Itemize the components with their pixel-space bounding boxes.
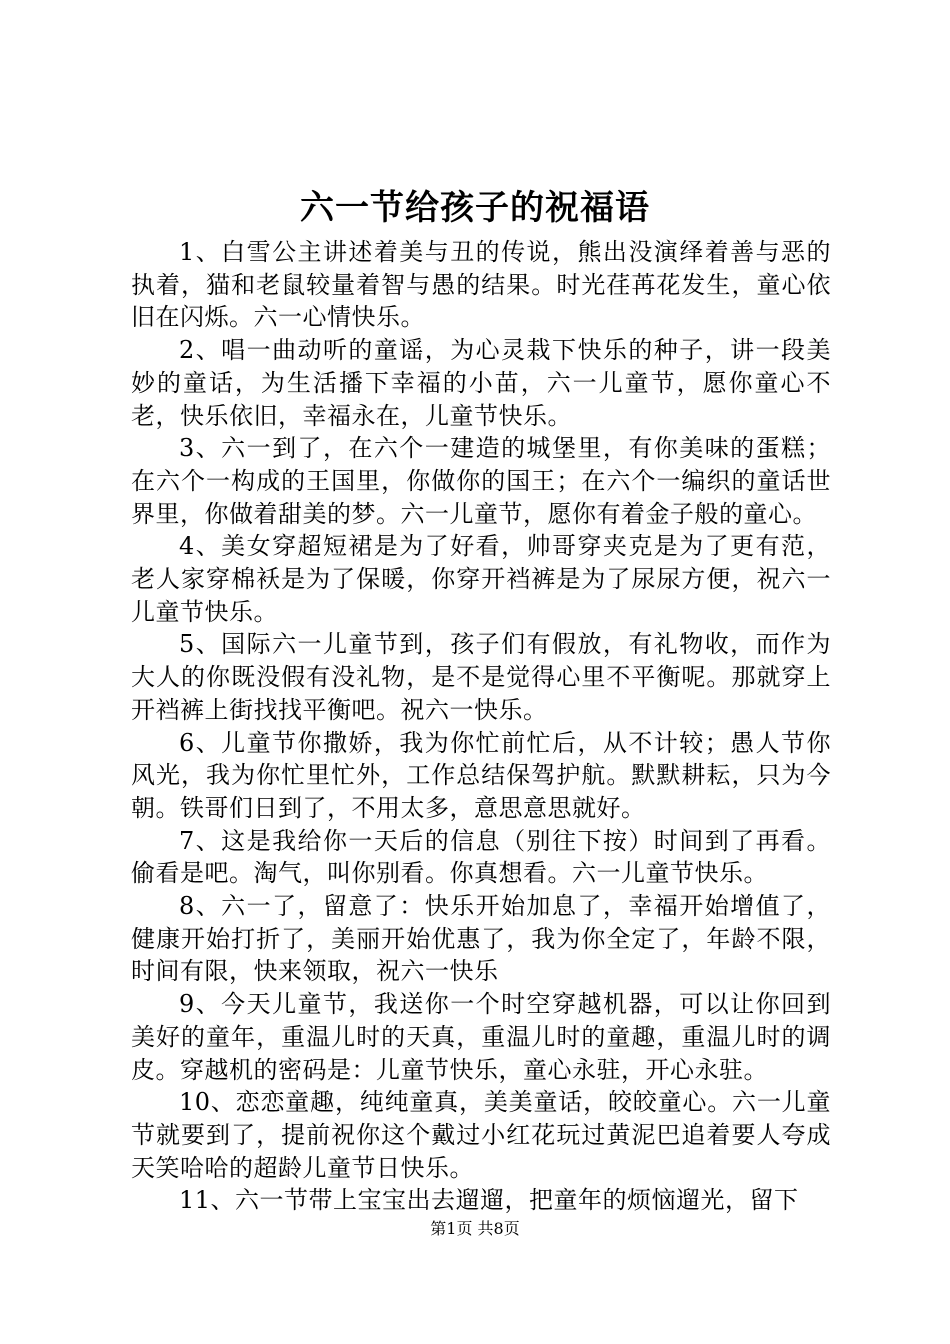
- document-title: 六一节给孩子的祝福语: [300, 188, 650, 228]
- page-footer: 第1页 共8页: [430, 1219, 520, 1238]
- document-body: [131, 236, 831, 1217]
- paragraph-3: 3、六一到了，在六个一建造的城堡里，有你美味的蛋糕；在六个一构成的王国里，你做你的国王；在六个一编织的童话世界里，你做着甜美的梦。六一儿童节，愿你有着金子般的童心。: [131, 434, 831, 528]
- paragraph-2: 2、唱一曲动听的童谣，为心灵栽下快乐的种子，讲一段美妙的童话，为生活播下幸福的小苗，六一儿童节，愿你童心不老，快乐依旧，幸福永在，儿童节快乐。: [131, 336, 831, 430]
- paragraph-6: 6、儿童节你撒娇，我为你忙前忙后，从不计较；愚人节你风光，我为你忙里忙外，工作总结保驾护航。默默耕耘，只为今朝。铁哥们日到了，不用太多，意思意思就好。: [131, 728, 831, 822]
- paragraph-5: 5、国际六一儿童节到，孩子们有假放，有礼物收，而作为大人的你既没假有没礼物，是不是觉得心里不平衡呢。那就穿上开裆裤上街找找平衡吧。祝六一快乐。: [131, 630, 831, 724]
- paragraph-8: 8、六一了，留意了：快乐开始加息了，幸福开始增值了，健康开始打折了，美丽开始优惠了，我为你全定了，年龄不限，时间有限，快来领取，祝六一快乐: [131, 892, 831, 986]
- paragraph-7: 7、这是我给你一天后的信息（别往下按）时间到了再看。偷看是吧。淘气，叫你别看。你真想看。六一儿童节快乐。: [131, 826, 831, 888]
- paragraph-9: 9、今天儿童节，我送你一个时空穿越机器，可以让你回到美好的童年，重温儿时的天真，重温儿时的童趣，重温儿时的调皮。穿越机的密码是：儿童节快乐，童心永驻，开心永驻。: [131, 990, 831, 1084]
- paragraph-4: 4、美女穿超短裙是为了好看，帅哥穿夹克是为了更有范，老人家穿棉袄是为了保暖，你穿开裆裤是为了尿尿方便，祝六一儿童节快乐。: [131, 532, 831, 626]
- paragraph-10: 10、恋恋童趣，纯纯童真，美美童话，皎皎童心。六一儿童节就要到了，提前祝你这个戴过小红花玩过黄泥巴追着要人夸成天笑哈哈的超龄儿童节日快乐。: [131, 1088, 831, 1182]
- paragraph-11: 11、六一节带上宝宝出去遛遛，把童年的烦恼遛光，留下: [179, 1186, 799, 1215]
- paragraph-1: 1、白雪公主讲述着美与丑的传说，熊出没演绎着善与恶的执着，猫和老鼠较量着智与愚的结果。时光荏苒花发生，童心依旧在闪烁。六一心情快乐。: [131, 238, 831, 332]
